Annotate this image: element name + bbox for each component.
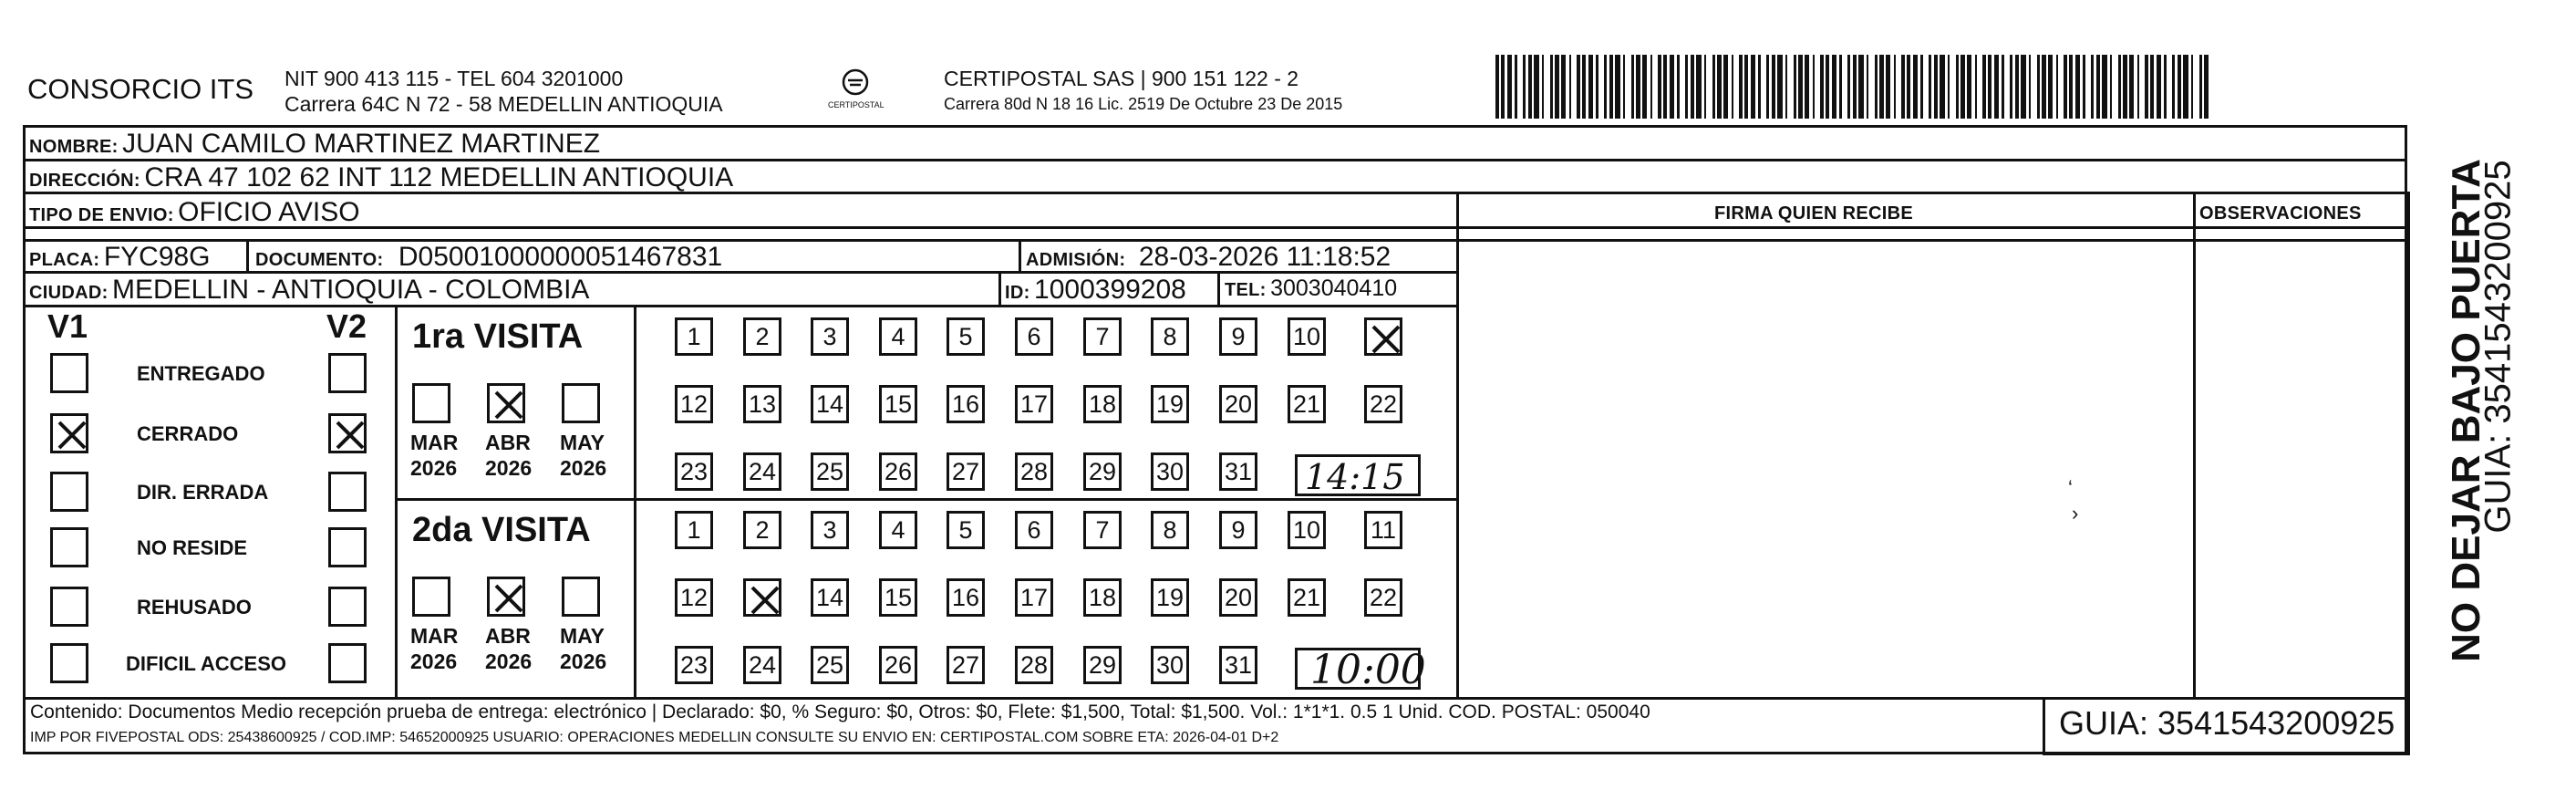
footer-guide: GUIA: 3541543200925 (2059, 704, 2395, 742)
day-box[interactable]: 1 (675, 317, 713, 356)
day-box[interactable]: 19 (1151, 578, 1189, 617)
barcode-bar (2096, 55, 2100, 119)
day-box[interactable]: 31 (1219, 646, 1257, 684)
day-box[interactable] (1364, 317, 1402, 356)
day-box[interactable]: 21 (1288, 578, 1326, 617)
v2-checkbox[interactable] (328, 643, 367, 683)
v2-checkbox[interactable] (328, 587, 367, 627)
v1-checkbox[interactable] (50, 472, 88, 512)
day-box[interactable]: 14 (811, 578, 849, 617)
day-box[interactable]: 6 (1015, 511, 1053, 549)
day-box[interactable]: 28 (1015, 452, 1053, 491)
day-box[interactable]: 20 (1219, 385, 1257, 423)
v2-checkbox[interactable] (328, 472, 367, 512)
day-box[interactable]: 17 (1015, 385, 1053, 423)
day-box[interactable]: 11 (1364, 511, 1402, 549)
side-warning: NO DEJAR BAJO PUERTA (2444, 159, 2488, 662)
barcode-bar (1704, 55, 1706, 119)
barcode-bar (1569, 55, 1571, 119)
barcode-bar (1501, 55, 1505, 119)
barcode-bar (2183, 55, 2188, 119)
day-box[interactable]: 15 (879, 385, 917, 423)
day-box[interactable]: 29 (1083, 452, 1122, 491)
day-box[interactable]: 18 (1083, 385, 1122, 423)
barcode-bar (1534, 55, 1539, 119)
day-box[interactable]: 27 (947, 646, 985, 684)
day-box[interactable]: 1 (675, 511, 713, 549)
day-box[interactable]: 18 (1083, 578, 1122, 617)
status-label: REHUSADO (137, 596, 252, 618)
barcode-bar (2037, 55, 2040, 119)
barcode-bar (1739, 55, 1743, 119)
day-box[interactable]: 20 (1219, 578, 1257, 617)
id-label: ID: (1005, 283, 1030, 303)
month-year: 2026 (560, 650, 607, 673)
barcode-bar (1960, 55, 1965, 119)
barcode-bar (2083, 55, 2085, 119)
barcode-bar (2048, 55, 2053, 119)
handwritten-time: 14:15 (1305, 457, 1405, 497)
day-box[interactable]: 14 (811, 385, 849, 423)
month-checkbox[interactable] (412, 577, 450, 617)
month-name: MAY (560, 624, 605, 648)
day-box[interactable]: 12 (675, 578, 713, 617)
day-box[interactable]: 23 (675, 452, 713, 491)
barcode-bar (2191, 55, 2193, 119)
day-box[interactable]: 31 (1219, 452, 1257, 491)
day-box[interactable]: 6 (1015, 317, 1053, 356)
pen-mark: › (2072, 502, 2079, 525)
barcode-bar (1615, 55, 1620, 119)
barcode-bar (1766, 55, 1769, 119)
barcode-bar (1948, 55, 1950, 119)
day-box[interactable]: 7 (1083, 511, 1122, 549)
plate: FYC98G (103, 242, 211, 272)
day-box[interactable]: 24 (743, 452, 781, 491)
time-box[interactable] (1295, 647, 1426, 693)
barcode-bar (1832, 55, 1836, 119)
barcode-bar (1940, 55, 1945, 119)
barcode-bar (1956, 55, 1959, 119)
barcode-bar (2118, 55, 2121, 119)
recipient-tel: 3003040410 (1270, 275, 1398, 301)
barcode-bar (1886, 55, 1890, 119)
name-label: NOMBRE: (29, 137, 119, 157)
barcode-bar (1879, 55, 1884, 119)
barcode-bar (1658, 55, 1661, 119)
time-box[interactable] (1295, 454, 1421, 496)
barcode-bar (1577, 55, 1580, 119)
day-box[interactable]: 3 (811, 511, 849, 549)
barcode-bar (1555, 55, 1559, 119)
recipient-address: CRA 47 102 62 INT 112 MEDELLIN ANTIOQUIA (144, 162, 734, 192)
company-nit: NIT 900 413 115 - TEL 604 3201000 (284, 67, 624, 90)
admission-date: 28-03-2026 11:18:52 (1138, 242, 1391, 272)
barcode-bar (1929, 55, 1931, 119)
city-label: CIUDAD: (29, 283, 109, 303)
day-box[interactable]: 22 (1364, 385, 1402, 423)
v1-checkbox[interactable] (50, 643, 88, 683)
day-box[interactable]: 24 (743, 646, 781, 684)
day-box[interactable]: 25 (811, 452, 849, 491)
city: MEDELLIN - ANTIOQUIA - COLOMBIA (112, 275, 590, 305)
barcode-bar (1732, 55, 1733, 119)
barcode-bar (1982, 55, 1986, 119)
day-box[interactable]: 19 (1151, 385, 1189, 423)
day-box[interactable]: 9 (1219, 317, 1257, 356)
barcode-bar (1967, 55, 1971, 119)
v1-checkbox[interactable] (50, 353, 88, 393)
day-box[interactable]: 28 (1015, 646, 1053, 684)
day-box[interactable]: 23 (675, 646, 713, 684)
visit-title: 2da VISITA (412, 511, 591, 549)
barcode-bar (1751, 55, 1755, 119)
v2-checkbox[interactable] (328, 413, 367, 453)
day-box[interactable]: 5 (947, 511, 985, 549)
month-checkbox[interactable] (562, 383, 600, 423)
recipient-id: 1000399208 (1034, 275, 1186, 305)
barcode-bar (1696, 55, 1702, 119)
month-checkbox[interactable] (412, 383, 450, 423)
barcode-bar (2110, 55, 2112, 119)
x-mark-icon (490, 386, 528, 424)
day-box[interactable]: 12 (675, 385, 713, 423)
barcode-bar (1901, 55, 1905, 119)
day-box[interactable]: 17 (1015, 578, 1053, 617)
barcode-bar (2015, 55, 2019, 119)
month-name: ABR (485, 624, 531, 648)
certipostal-logo (819, 64, 892, 115)
v1-header: V1 (47, 307, 88, 345)
type-label: TIPO DE ENVIO: (29, 205, 174, 225)
barcode-bar (2145, 55, 2148, 119)
barcode-bar (1663, 55, 1667, 119)
barcode-bar (1604, 55, 1607, 119)
barcode-bar (2010, 55, 2012, 119)
month-name: MAR (410, 431, 459, 454)
barcode-bar (1542, 55, 1544, 119)
status-label: DIR. ERRADA (137, 481, 269, 504)
barcode-bar (1685, 55, 1688, 119)
v2-header: V2 (326, 307, 367, 345)
barcode-bar (1717, 55, 1722, 119)
barcode-bar (1805, 55, 1809, 119)
day-box[interactable]: 8 (1151, 317, 1189, 356)
day-box[interactable]: 4 (879, 511, 917, 549)
barcode-bar (1691, 55, 1694, 119)
month-year: 2026 (410, 650, 458, 673)
barcode-bar (1847, 55, 1850, 119)
day-box[interactable]: 8 (1151, 511, 1189, 549)
day-box[interactable]: 29 (1083, 646, 1122, 684)
barcode-bar (1894, 55, 1896, 119)
day-box[interactable]: 26 (879, 452, 917, 491)
barcode-bar (1867, 55, 1868, 119)
address-label: DIRECCIÓN: (29, 171, 140, 191)
v2-checkbox[interactable] (328, 527, 367, 567)
barcode-bar (1913, 55, 1918, 119)
month-checkbox[interactable] (562, 577, 600, 617)
barcode-bar (2042, 55, 2046, 119)
barcode-bar (2075, 55, 2080, 119)
day-box[interactable]: 16 (947, 578, 985, 617)
month-year: 2026 (560, 456, 607, 480)
month-year: 2026 (410, 456, 458, 480)
barcode-bar (1820, 55, 1824, 119)
barcode-bar (1642, 55, 1647, 119)
barcode-bar (2137, 55, 2139, 119)
x-mark-icon (53, 416, 91, 454)
barcode-bar (1561, 55, 1566, 119)
barcode-bar (2029, 55, 2031, 119)
barcode-bar (1670, 55, 1674, 119)
day-box[interactable]: 4 (879, 317, 917, 356)
day-box[interactable]: 30 (1151, 452, 1189, 491)
observations-header: OBSERVACIONES (2199, 203, 2362, 223)
barcode-bar (2172, 55, 2175, 119)
day-box[interactable]: 27 (947, 452, 985, 491)
barcode (1495, 55, 2216, 119)
barcode-bar (2091, 55, 2094, 119)
barcode-bar (1636, 55, 1640, 119)
barcode-bar (1515, 55, 1517, 119)
day-box[interactable]: 9 (1219, 511, 1257, 549)
barcode-bar (1853, 55, 1857, 119)
x-mark-icon (1367, 320, 1405, 359)
barcode-bar (1975, 55, 1977, 119)
day-box[interactable]: 2 (743, 511, 781, 549)
pen-mark: ‘ (2068, 476, 2073, 499)
barcode-bar (2064, 55, 2067, 119)
barcode-bar (1582, 55, 1586, 119)
barcode-bar (2199, 55, 2202, 119)
barcode-bar (1744, 55, 1748, 119)
barcode-bar (1785, 55, 1787, 119)
day-box[interactable]: 3 (811, 317, 849, 356)
side-guide: GUIA: 3541543200925 (2478, 160, 2519, 534)
barcode-bar (1794, 55, 1796, 119)
barcode-bar (1813, 55, 1815, 119)
day-box[interactable]: 13 (743, 385, 781, 423)
barcode-bar (2069, 55, 2073, 119)
company-address: Carrera 64C N 72 - 58 MEDELLIN ANTIOQUIA (284, 92, 723, 116)
barcode-bar (1528, 55, 1532, 119)
day-box[interactable]: 10 (1288, 511, 1326, 549)
barcode-bar (1798, 55, 1803, 119)
day-box[interactable]: 16 (947, 385, 985, 423)
barcode-bar (1758, 55, 1761, 119)
form-frame (23, 125, 2407, 754)
barcode-bar (1826, 55, 1829, 119)
logo-caption: CERTIPOSTAL (828, 100, 885, 109)
barcode-bar (1588, 55, 1593, 119)
day-box[interactable]: 10 (1288, 317, 1326, 356)
day-box[interactable]: 2 (743, 317, 781, 356)
barcode-bar (2178, 55, 2181, 119)
barcode-bar (1772, 55, 1775, 119)
x-mark-icon (490, 579, 528, 618)
status-label: CERRADO (137, 422, 239, 445)
barcode-bar (1858, 55, 1864, 119)
day-box[interactable] (743, 578, 781, 617)
barcode-bar (2002, 55, 2004, 119)
document-label: DOCUMENTO: (255, 250, 384, 270)
status-label: NO RESIDE (137, 536, 248, 559)
barcode-bar (1712, 55, 1715, 119)
footer-imp-line: IMP POR FIVEPOSTAL ODS: 25438600925 / COD.IMP: 54652000925 USUARIO: OPERACIONES MEDELLIN CONSULTE SU ENVIO EN: CERTIPOSTAL.COM SOBRE ETA: 2026-04-01 D+2 (30, 730, 1279, 745)
v2-checkbox[interactable] (328, 353, 367, 393)
shipment-type: OFICIO AVISO (178, 197, 360, 227)
barcode-bar (2150, 55, 2154, 119)
barcode-bar (2164, 55, 2167, 119)
x-mark-icon (331, 416, 369, 454)
barcode-bar (2129, 55, 2134, 119)
barcode-bar (1550, 55, 1553, 119)
footer-content-line: Contenido: Documentos Medio recepción prueba de entrega: electrónico | Declarado: $0, % Seguro: $0, Otros: $0, Flete: $1,500, Total: $1,500. Vol.: 1*1*1. 0.5 1 Unid. COD. POSTAL: 050040 (30, 702, 1650, 722)
status-label: DIFICIL ACCESO (126, 652, 287, 675)
barcode-bar (1723, 55, 1728, 119)
barcode-bar (1650, 55, 1652, 119)
barcode-bar (1994, 55, 1999, 119)
day-box[interactable]: 22 (1364, 578, 1402, 617)
company-name: CONSORCIO ITS (27, 73, 254, 105)
barcode-bar (1907, 55, 1910, 119)
visit-title: 1ra VISITA (412, 317, 584, 356)
v1-checkbox[interactable] (50, 413, 88, 453)
day-box[interactable]: 26 (879, 646, 917, 684)
month-checkbox[interactable] (487, 577, 525, 617)
signature-header: FIRMA QUIEN RECIBE (1714, 203, 1913, 223)
month-name: MAR (410, 624, 459, 648)
month-year: 2026 (485, 650, 533, 673)
barcode-bar (2157, 55, 2161, 119)
barcode-bar (1609, 55, 1613, 119)
x-mark-icon (746, 581, 784, 619)
barcode-bar (2056, 55, 2058, 119)
barcode-bar (1839, 55, 1842, 119)
barcode-bar (1934, 55, 1938, 119)
recipient-name: JUAN CAMILO MARTINEZ MARTINEZ (122, 129, 601, 159)
day-box[interactable]: 25 (811, 646, 849, 684)
barcode-bar (1495, 55, 1499, 119)
barcode-bar (1631, 55, 1634, 119)
month-name: MAY (560, 431, 605, 454)
document-number: D05001000000051467831 (398, 242, 723, 272)
tel-label: TEL: (1225, 280, 1267, 300)
month-year: 2026 (485, 456, 533, 480)
barcode-bar (1677, 55, 1680, 119)
day-box[interactable]: 21 (1288, 385, 1326, 423)
barcode-bar (1875, 55, 1878, 119)
day-box[interactable]: 15 (879, 578, 917, 617)
day-box[interactable]: 5 (947, 317, 985, 356)
day-box[interactable]: 7 (1083, 317, 1122, 356)
admission-label: ADMISIÓN: (1026, 250, 1126, 270)
v1-checkbox[interactable] (50, 587, 88, 627)
barcode-bar (1507, 55, 1512, 119)
carrier-license: Carrera 80d N 18 16 Lic. 2519 De Octubre 23 De 2015 (944, 95, 1343, 113)
barcode-bar (2102, 55, 2107, 119)
barcode-bar (1777, 55, 1783, 119)
barcode-bar (2021, 55, 2026, 119)
barcode-bar (2123, 55, 2127, 119)
v1-checkbox[interactable] (50, 527, 88, 567)
status-label: ENTREGADO (137, 362, 265, 385)
barcode-bar (2204, 55, 2209, 119)
month-checkbox[interactable] (487, 383, 525, 423)
handwritten-time: 10:00 (1310, 647, 1426, 693)
plate-label: PLACA: (29, 250, 100, 270)
barcode-bar (1596, 55, 1598, 119)
carrier-name: CERTIPOSTAL SAS | 900 151 122 - 2 (944, 67, 1299, 90)
barcode-bar (1920, 55, 1923, 119)
month-name: ABR (485, 431, 531, 454)
barcode-bar (1988, 55, 1991, 119)
barcode-bar (1623, 55, 1625, 119)
day-box[interactable]: 30 (1151, 646, 1189, 684)
barcode-bar (1523, 55, 1526, 119)
